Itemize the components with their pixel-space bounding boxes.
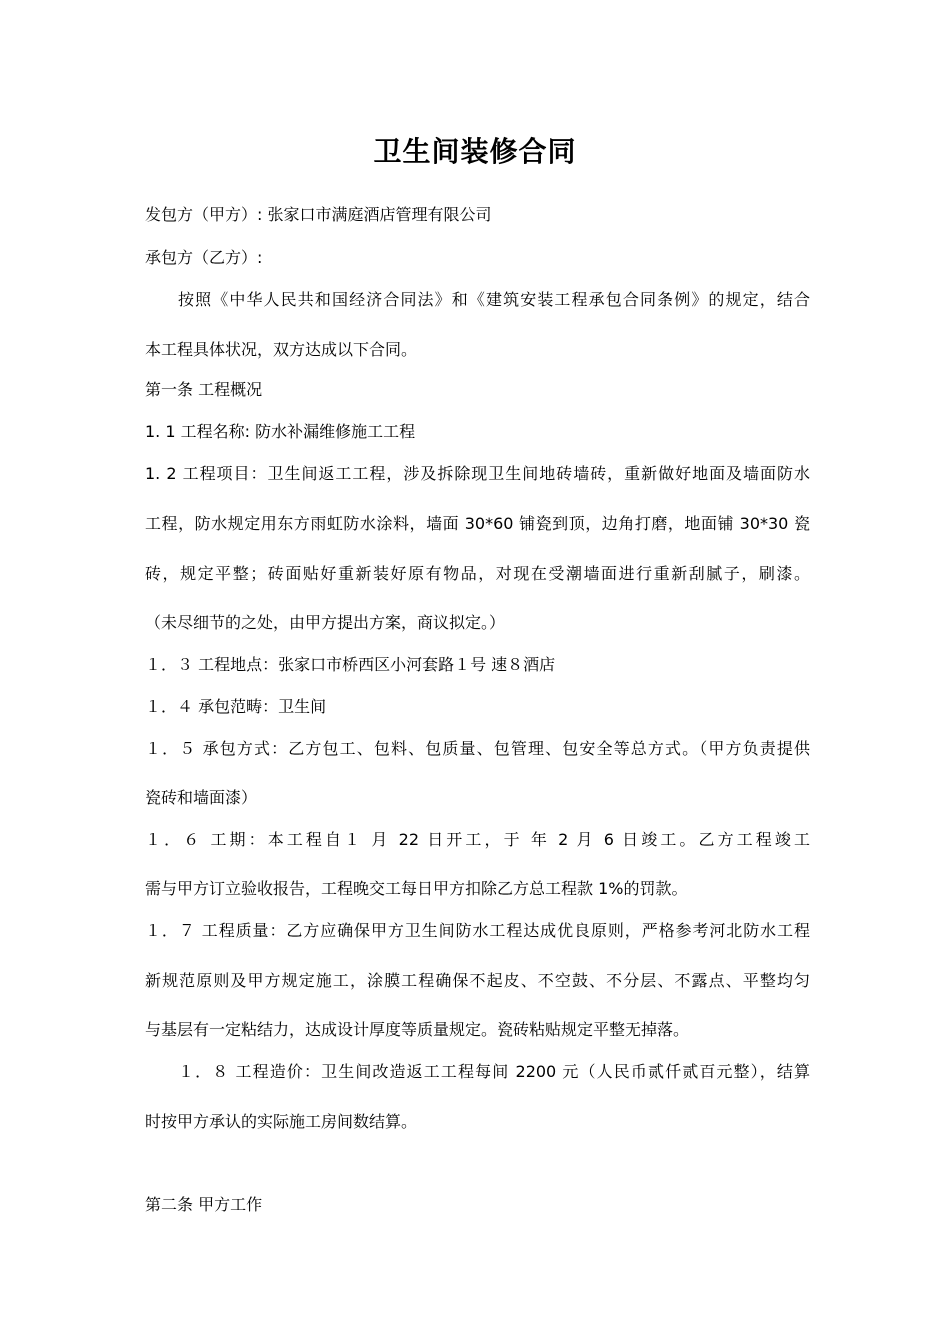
article-2-heading: 第二条 甲方工作 — [145, 1195, 263, 1214]
document-title: 卫生间装修合同 — [373, 135, 577, 168]
item-1-7-line-1: １．７ 工程质量：乙方应确保甲方卫生间防水工程达成优良原则，严格参考河北防水工程 — [145, 921, 810, 940]
item-1-3: １．３ 工程地点：张家口市桥西区小河套路１号 速８酒店 — [145, 655, 556, 674]
intro-line-1: 按照《中华人民共和国经济合同法》和《建筑安装工程承包合同条例》的规定，结合 — [178, 290, 810, 309]
item-1-8-line-2: 时按甲方承认的实际施工房间数结算。 — [145, 1112, 418, 1131]
item-1-5-line-2: 瓷砖和墙面漆） — [145, 788, 258, 807]
party-b-line: 承包方（乙方）: — [145, 248, 263, 267]
item-1-4: １．４ 承包范畴：卫生间 — [145, 697, 327, 716]
item-1-2-line-3: 砖，规定平整；砖面贴好重新装好原有物品，对现在受潮墙面进行重新刮腻子，刷漆。 — [145, 564, 810, 583]
item-1-6-line-1: １．６ 工期：本工程自１ 月 22 日开工，于 年 2 月 6 日竣工。乙方工程竣工 — [145, 830, 810, 849]
item-1-1: 1. 1 工程名称: 防水补漏维修施工工程 — [145, 422, 416, 441]
party-a-line: 发包方（甲方）: 张家口市满庭酒店管理有限公司 — [145, 205, 492, 224]
item-1-2-line-1: 1. 2 工程项目：卫生间返工工程，涉及拆除现卫生间地砖墙砖，重新做好地面及墙面防水 — [145, 464, 810, 483]
item-1-7-line-2: 新规范原则及甲方规定施工，涂膜工程确保不起皮、不空鼓、不分层、不露点、平整均匀 — [145, 971, 810, 990]
item-1-6-line-2: 需与甲方订立验收报告，工程晚交工每日甲方扣除乙方总工程款 1%的罚款。 — [145, 879, 688, 898]
article-1-heading: 第一条 工程概况 — [145, 380, 263, 399]
item-1-5-line-1: １．５ 承包方式：乙方包工、包料、包质量、包管理、包安全等总方式。（甲方负责提供 — [145, 739, 810, 758]
item-1-2-line-4: （未尽细节的之处，由甲方提出方案，商议拟定。） — [145, 613, 506, 632]
item-1-2-line-2: 工程，防水规定用东方雨虹防水涂料，墙面 30*60 铺瓷到顶，边角打磨，地面铺 30*30 瓷 — [145, 514, 810, 533]
intro-line-2: 本工程具体状况，双方达成以下合同。 — [145, 340, 418, 359]
item-1-7-line-3: 与基层有一定粘结力，达成设计厚度等质量规定。瓷砖粘贴规定平整无掉落。 — [145, 1020, 690, 1039]
item-1-8-line-1: １．８ 工程造价：卫生间改造返工工程每间 2200 元（人民币贰仟贰百元整），结算 — [178, 1062, 810, 1081]
